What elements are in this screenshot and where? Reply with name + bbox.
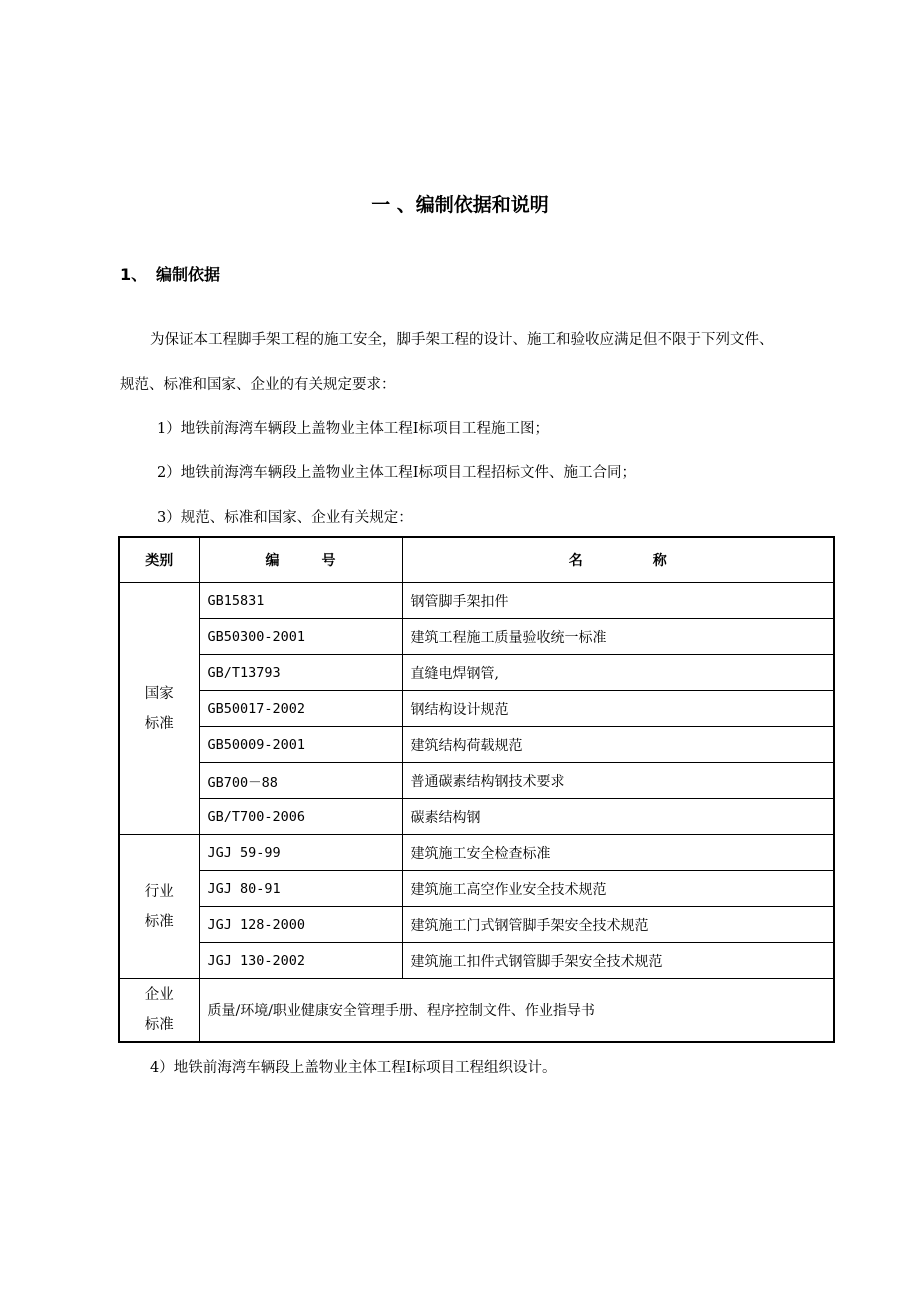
header-category: 类别 (119, 537, 199, 583)
list-item: 2）地铁前海湾车辆段上盖物业主体工程Ⅰ标项目工程招标文件、施工合同； (157, 465, 636, 481)
table-row (119, 799, 834, 835)
list-item: 4）地铁前海湾车辆段上盖物业主体工程Ⅰ标项目工程组织设计。 (150, 1060, 557, 1076)
standard-name: 建筑施工高空作业安全技术规范 (402, 871, 834, 907)
table-row (119, 619, 834, 655)
standard-code: JGJ 80-91 (199, 871, 402, 907)
table-row (119, 943, 834, 979)
section-title: 一 、编制依据和说明 (371, 194, 549, 216)
standard-name: 建筑结构荷载规范 (402, 727, 834, 763)
table-row (119, 691, 834, 727)
standard-code: GB50009-2001 (199, 727, 402, 763)
standard-name: 建筑施工扣件式钢管脚手架安全技术规范 (402, 943, 834, 979)
category-label: 标准 (144, 1017, 174, 1033)
standard-name: 碳素结构钢 (402, 799, 834, 835)
standard-code: GB/T700-2006 (199, 799, 402, 835)
category-label: 企业 (144, 987, 174, 1003)
header-name: 名 称 (402, 537, 834, 583)
list-item: 1）地铁前海湾车辆段上盖物业主体工程Ⅰ标项目工程施工图； (157, 421, 549, 437)
standard-code: JGJ 59-99 (199, 835, 402, 871)
standard-code: GB/T13793 (199, 655, 402, 691)
list-item: 3）规范、标准和国家、企业有关规定： (157, 510, 413, 526)
standard-code: GB50300-2001 (199, 619, 402, 655)
table-header-row (119, 537, 834, 583)
subsection-title: 编制依据 (156, 265, 221, 284)
category-industry (119, 835, 199, 979)
standard-name: 建筑工程施工质量验收统一标准 (402, 619, 834, 655)
enterprise-content: 质量/环境/职业健康安全管理手册、程序控制文件、作业指导书 (199, 979, 834, 1043)
standard-name: 钢管脚手架扣件 (402, 583, 834, 619)
table-row (119, 655, 834, 691)
subsection-number: 1、 (120, 265, 148, 284)
header-code: 编 号 (199, 537, 402, 583)
standard-name: 普通碳素结构钢技术要求 (402, 763, 834, 799)
standard-name: 直缝电焊钢管, (402, 655, 834, 691)
category-label: 行业 (144, 883, 174, 900)
standard-code: GB50017-2002 (199, 691, 402, 727)
category-national (119, 583, 199, 835)
table-row (119, 979, 834, 1043)
category-label: 标准 (144, 715, 174, 732)
category-label: 标准 (144, 913, 174, 930)
intro-paragraph-line-2: 规范、标准和国家、企业的有关规定要求： (120, 377, 396, 393)
table-row (119, 727, 834, 763)
standard-code: JGJ 128-2000 (199, 907, 402, 943)
standard-name: 建筑施工安全检查标准 (402, 835, 834, 871)
subsection-heading (120, 262, 220, 285)
category-label: 国家 (144, 685, 174, 702)
standard-name: 建筑施工门式钢管脚手架安全技术规范 (402, 907, 834, 943)
table-row (119, 583, 834, 619)
category-enterprise (119, 979, 199, 1043)
standards-table (118, 536, 835, 1043)
table-row (119, 907, 834, 943)
standard-name: 钢结构设计规范 (402, 691, 834, 727)
standard-code: GB15831 (199, 583, 402, 619)
intro-paragraph-line-1: 为保证本工程脚手架工程的施工安全，脚手架工程的设计、施工和验收应满足但不限于下列文件、 (150, 332, 774, 348)
standard-code: JGJ 130-2002 (199, 943, 402, 979)
table-row (119, 763, 834, 799)
standard-code: GB700－88 (199, 763, 402, 799)
table-row (119, 871, 834, 907)
table-row (119, 835, 834, 871)
